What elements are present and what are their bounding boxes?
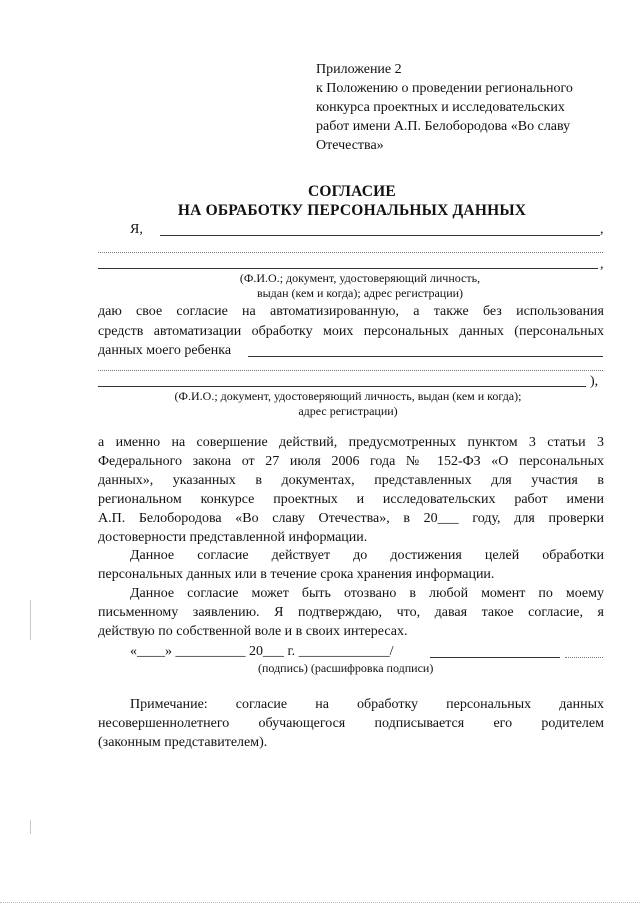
appendix-line: работ имени А.П. Белобородова «Во славу <box>316 119 571 134</box>
validity-line: персональных данных или в течение срока хранения информации. <box>98 567 495 582</box>
caption-fio: выдан (кем и когда); адрес регистрации) <box>256 286 464 300</box>
child-name-line <box>248 356 603 357</box>
body-line: А.П. Белобородова «Во славу Отечества», в 20___ году, для проверки <box>98 511 604 526</box>
scan-mark <box>30 820 31 834</box>
body-line: достоверности представленной информации. <box>98 530 368 545</box>
signature-caption: (подпись) (расшифровка подписи) <box>258 661 434 675</box>
note-line: (законным представителем). <box>98 735 268 750</box>
appendix-line: Отечества» <box>316 138 384 153</box>
consent-line: данных моего ребенка <box>98 343 232 358</box>
validity-line: Данное согласие действует до достижения целей обработки <box>130 548 604 563</box>
blank-line <box>98 268 598 269</box>
scan-mark <box>30 600 31 640</box>
appendix-line: к Положению о проведении регионального <box>316 81 573 96</box>
caption-fio: (Ф.И.О.; документ, удостоверяющий личность, <box>239 271 481 285</box>
body-line: данных», указанных в документах, представленных для участия в <box>98 473 604 488</box>
note-line: Примечание: согласие на обработку персональных данных <box>130 697 604 712</box>
consent-line: средств автоматизации обработку моих персональных данных (персональных <box>98 324 604 339</box>
close-paren: ), <box>590 374 599 389</box>
note-line: несовершеннолетнего обучающегося подписывается его родителем <box>98 716 604 731</box>
document-title: СОГЛАСИЕ <box>308 183 396 200</box>
revoke-line: письменному заявлению. Я подтверждаю, что, давая такое согласие, я <box>98 605 604 620</box>
blank-line <box>98 386 586 387</box>
appendix-line: конкурса проектных и исследовательских <box>316 100 565 115</box>
appendix-line: Приложение 2 <box>316 62 402 77</box>
signature-decode-line <box>430 657 560 658</box>
ya-label: Я, <box>130 222 143 237</box>
body-line: Федерального закона от 27 июля 2006 года № 152-ФЗ «О персональных <box>98 454 604 469</box>
signature-decode-line <box>565 657 603 658</box>
blank-line <box>98 252 603 253</box>
date-signature-line: «____» __________ 20___ г. _____________/ <box>130 644 394 659</box>
consent-line: даю свое согласие на автоматизированную, а также без использования <box>98 304 604 319</box>
blank-line <box>98 370 603 371</box>
body-line: региональном конкурсе проектных и исследовательских работ имени <box>98 492 604 507</box>
caption-child: адрес регистрации) <box>298 404 398 418</box>
comma: , <box>600 222 604 237</box>
caption-child: (Ф.И.О.; документ, удостоверяющий личность, выдан (кем и когда); <box>174 389 522 403</box>
fio-line <box>160 235 600 236</box>
comma: , <box>600 257 604 272</box>
revoke-line: Данное согласие может быть отозвано в любой момент по моему <box>130 586 604 601</box>
body-line: а именно на совершение действий, предусмотренных пунктом 3 статьи 3 <box>98 435 604 450</box>
document-subtitle: НА ОБРАБОТКУ ПЕРСОНАЛЬНЫХ ДАННЫХ <box>177 202 527 219</box>
revoke-line: действую по собственной воле и в своих интересах. <box>98 624 408 639</box>
page-edge <box>0 902 640 903</box>
